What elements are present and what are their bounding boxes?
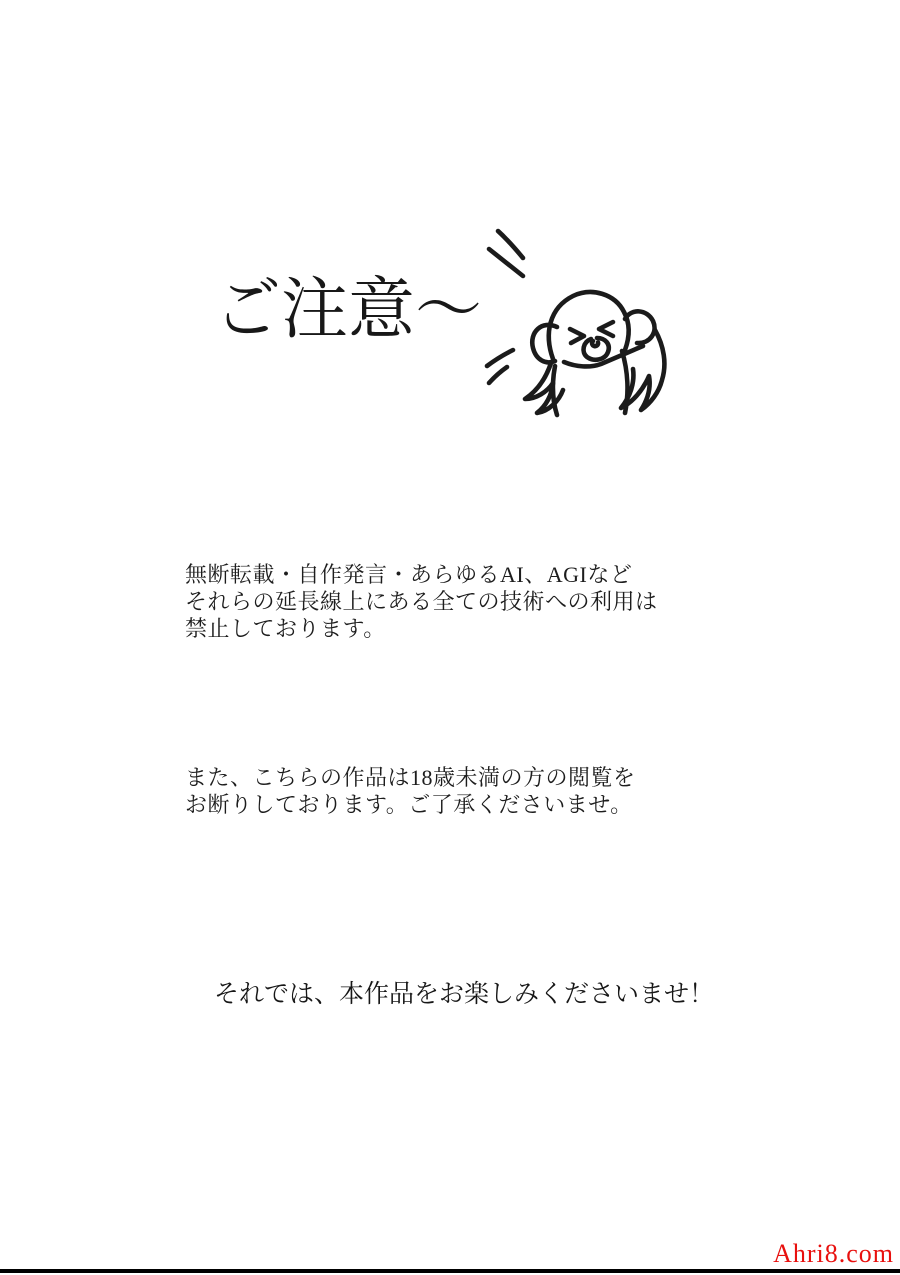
notice-line: お断りしております。ご了承くださいませ。 [185, 792, 633, 817]
age-restriction-notice [185, 764, 636, 818]
bottom-border-bar [0, 1269, 900, 1273]
closing-message: それでは、本作品をお楽しみくださいませ！ [214, 981, 715, 1008]
emphasis-lines-side-icon [487, 350, 513, 383]
notice-line: 無断転載・自作発言・あらゆるAI、AGIなど [185, 562, 633, 587]
notice-line: また、こちらの作品は18歳未満の方の閲覧を [185, 765, 636, 790]
copyright-ai-notice [185, 561, 658, 642]
chibi-girl-excited-icon [478, 222, 688, 432]
emphasis-lines-top-icon [489, 231, 523, 276]
notice-line: それらの延長線上にある全ての技術への利用は [185, 589, 658, 614]
page-title: ご注意〜 [214, 273, 482, 347]
notice-line: 禁止しております。 [185, 616, 386, 641]
watermark-site-name: Ahri8.com [773, 1239, 894, 1268]
